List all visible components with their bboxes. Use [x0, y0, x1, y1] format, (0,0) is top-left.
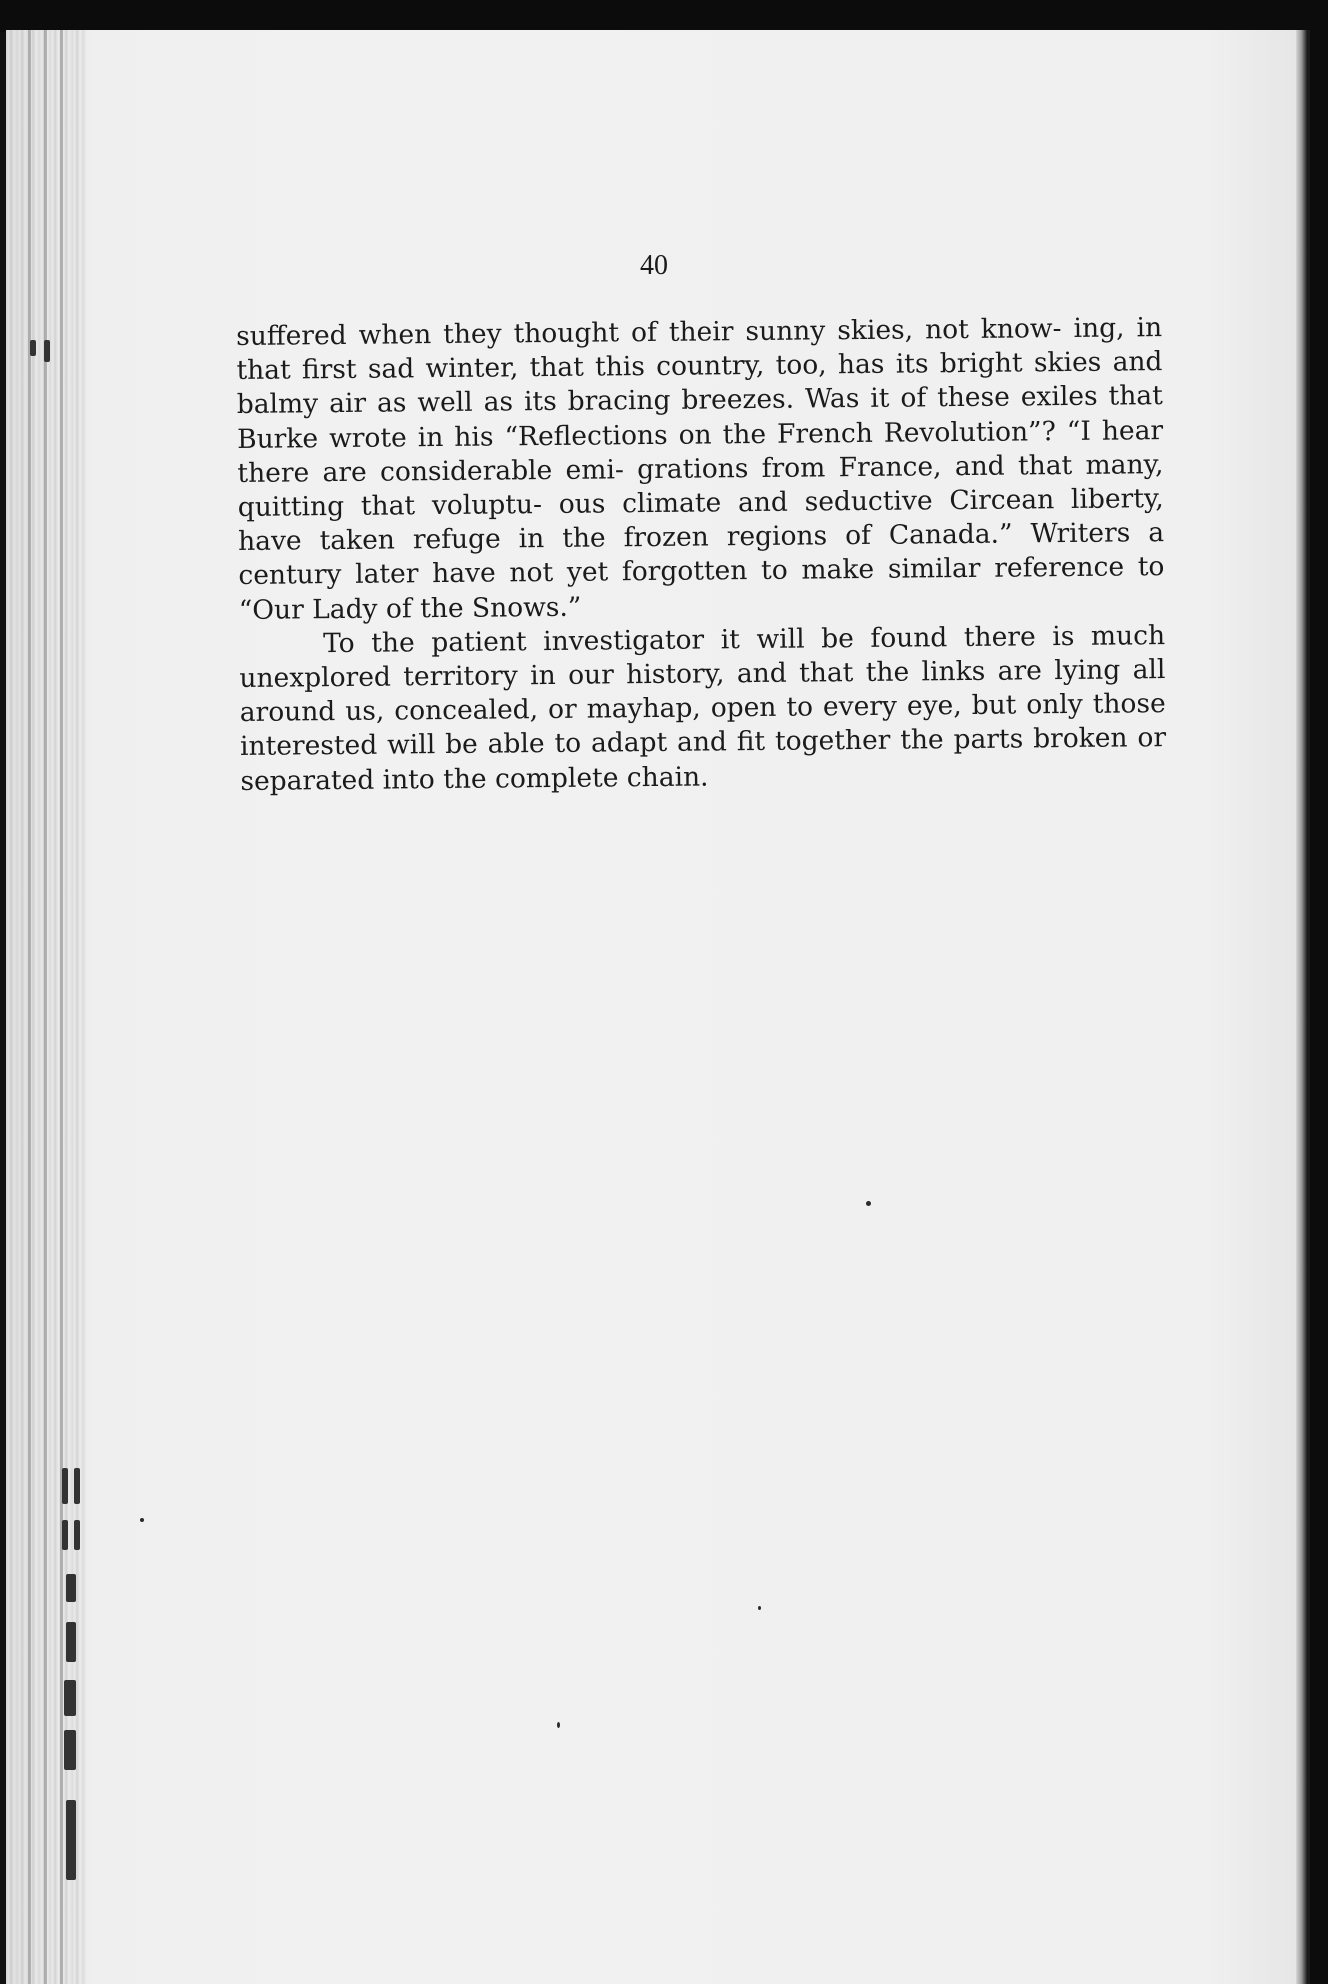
margin-mark: [64, 1730, 76, 1770]
margin-mark: [30, 340, 36, 356]
margin-mark: [44, 340, 50, 362]
scan-top-border: [0, 0, 1328, 32]
right-page-edge: [1296, 30, 1310, 1984]
paragraph-2: To the patient investigator it will be found there is much unexplored territory in our history, and that the links are lying all around us, concealed, or mayhap, open to every eye, but only those interested will be able to adapt and fit together the parts broken or separated into the complete chain.: [239, 619, 1167, 797]
margin-mark: [64, 1680, 76, 1716]
paper-speck: [866, 1201, 871, 1206]
paragraph-1: suffered when they thought of their sunny skies, not know- ing, in that first sad winter, that this country, too, has its bright skies and balmy air as well as its bracing breezes. Was it of these exiles that Burke wrote in his “Reflections on the French Revolution”? “I hear there are considerable emi- grations from France, and that many, quitting that voluptu- ous climate and seductive Circean liberty, have taken refuge in the frozen regions of Canada.” Writers a century later have not yet forgotten to make similar reference to “Our Lady of the Snows.”: [236, 312, 1165, 626]
page-edge-line: [60, 30, 63, 1984]
page-number: 40: [640, 250, 668, 281]
body-text: [236, 311, 1167, 799]
margin-mark: [62, 1468, 68, 1504]
page-edge-line: [28, 30, 31, 1984]
scan-right-border: [1310, 0, 1328, 1984]
margin-mark: [62, 1520, 68, 1550]
margin-mark: [74, 1520, 80, 1550]
paper-speck: [140, 1518, 144, 1522]
margin-mark: [66, 1574, 76, 1602]
paper-speck: [557, 1722, 560, 1728]
paper-speck: [758, 1606, 761, 1610]
page-edge-line: [44, 30, 47, 1984]
margin-mark: [66, 1622, 76, 1662]
margin-mark: [74, 1468, 80, 1504]
margin-mark: [66, 1800, 76, 1880]
